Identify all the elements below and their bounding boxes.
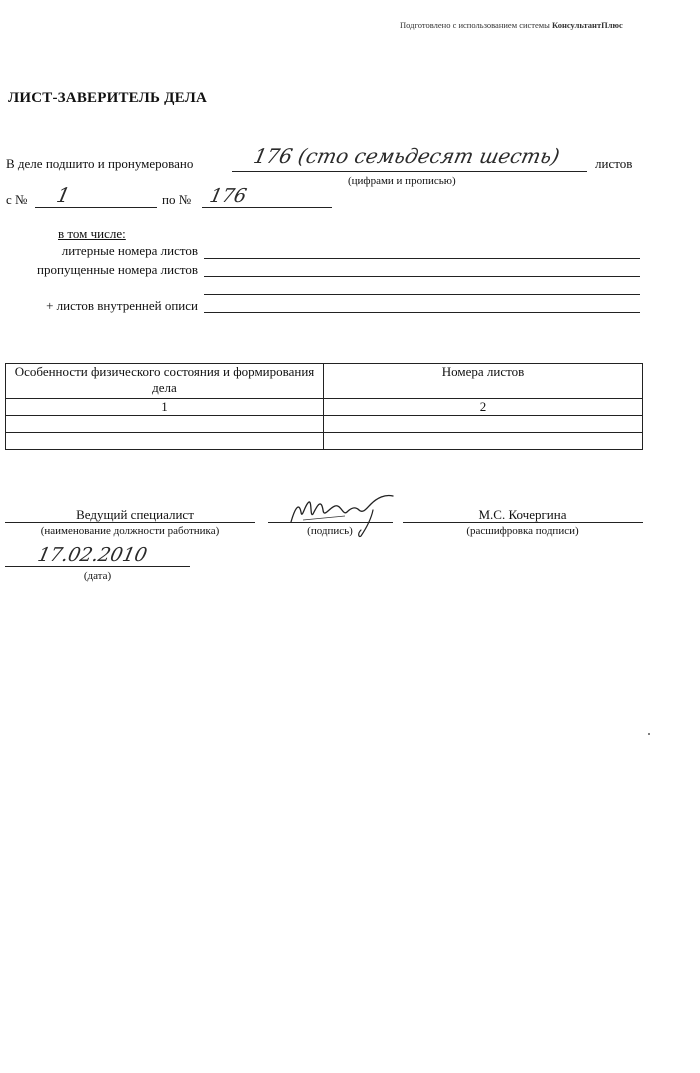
header-prepared-text: Подготовлено с использованием системы: [400, 20, 550, 30]
including-line-missing: [204, 276, 640, 277]
signature-position: Ведущий специалист: [76, 507, 194, 522]
signature-name: М.С. Кочергина: [478, 507, 567, 522]
signature-date: 17.02.2010: [35, 544, 150, 566]
header-brand: КонсультантПлюс: [552, 20, 623, 30]
signature-date-line: [5, 566, 190, 567]
signature-name-line: [403, 522, 643, 523]
page-title: ЛИСТ-ЗАВЕРИТЕЛЬ ДЕЛА: [8, 90, 208, 106]
sewn-line: [232, 171, 587, 172]
sewn-unit: листов: [595, 156, 633, 171]
range-from-label: с №: [6, 192, 28, 207]
signature-date-hint: (дата): [83, 570, 112, 582]
features-table: [5, 363, 643, 450]
table-cell: [324, 433, 643, 450]
range-from-value: 1: [54, 183, 73, 207]
including-line-extra: [204, 294, 640, 295]
including-line-inventory: [204, 312, 640, 313]
scan-speck: [648, 733, 650, 735]
table-header-row: [6, 364, 643, 399]
table-row: [6, 433, 643, 450]
table-cell: [324, 416, 643, 433]
range-to-line: [202, 207, 332, 208]
signature-position-line: [5, 522, 255, 523]
table-column-number-1: 1: [6, 399, 324, 416]
signature-position-hint: (наименование должности работника): [40, 525, 220, 537]
table-row: [6, 416, 643, 433]
range-from-line: [35, 207, 157, 208]
table-header-features: Особенности физического состояния и формирования дела: [6, 364, 324, 399]
table-column-number-2: 2: [324, 399, 643, 416]
range-to-value: 176: [207, 185, 249, 207]
including-item-missing: пропущенные номера листов: [37, 262, 198, 277]
table-cell: [6, 433, 324, 450]
sewn-handwritten-value: 176 (сто семьдесят шесть): [251, 144, 562, 168]
including-item-literal: литерные номера листов: [61, 243, 198, 258]
sewn-label: В деле подшито и пронумеровано: [6, 156, 194, 171]
table-header-sheet-numbers: Номера листов: [324, 364, 643, 399]
table-number-row: [6, 399, 643, 416]
including-label: в том числе:: [58, 226, 126, 241]
sewn-hint: (цифрами и прописью): [348, 175, 456, 187]
table-cell: [6, 416, 324, 433]
header-note: [400, 20, 690, 30]
including-line-literal: [204, 258, 640, 259]
range-to-label: по №: [162, 192, 192, 207]
signature-hint: (подпись): [307, 525, 353, 537]
including-item-inventory: + листов внутренней описи: [46, 298, 198, 313]
signature-name-hint: (расшифровка подписи): [466, 525, 579, 537]
